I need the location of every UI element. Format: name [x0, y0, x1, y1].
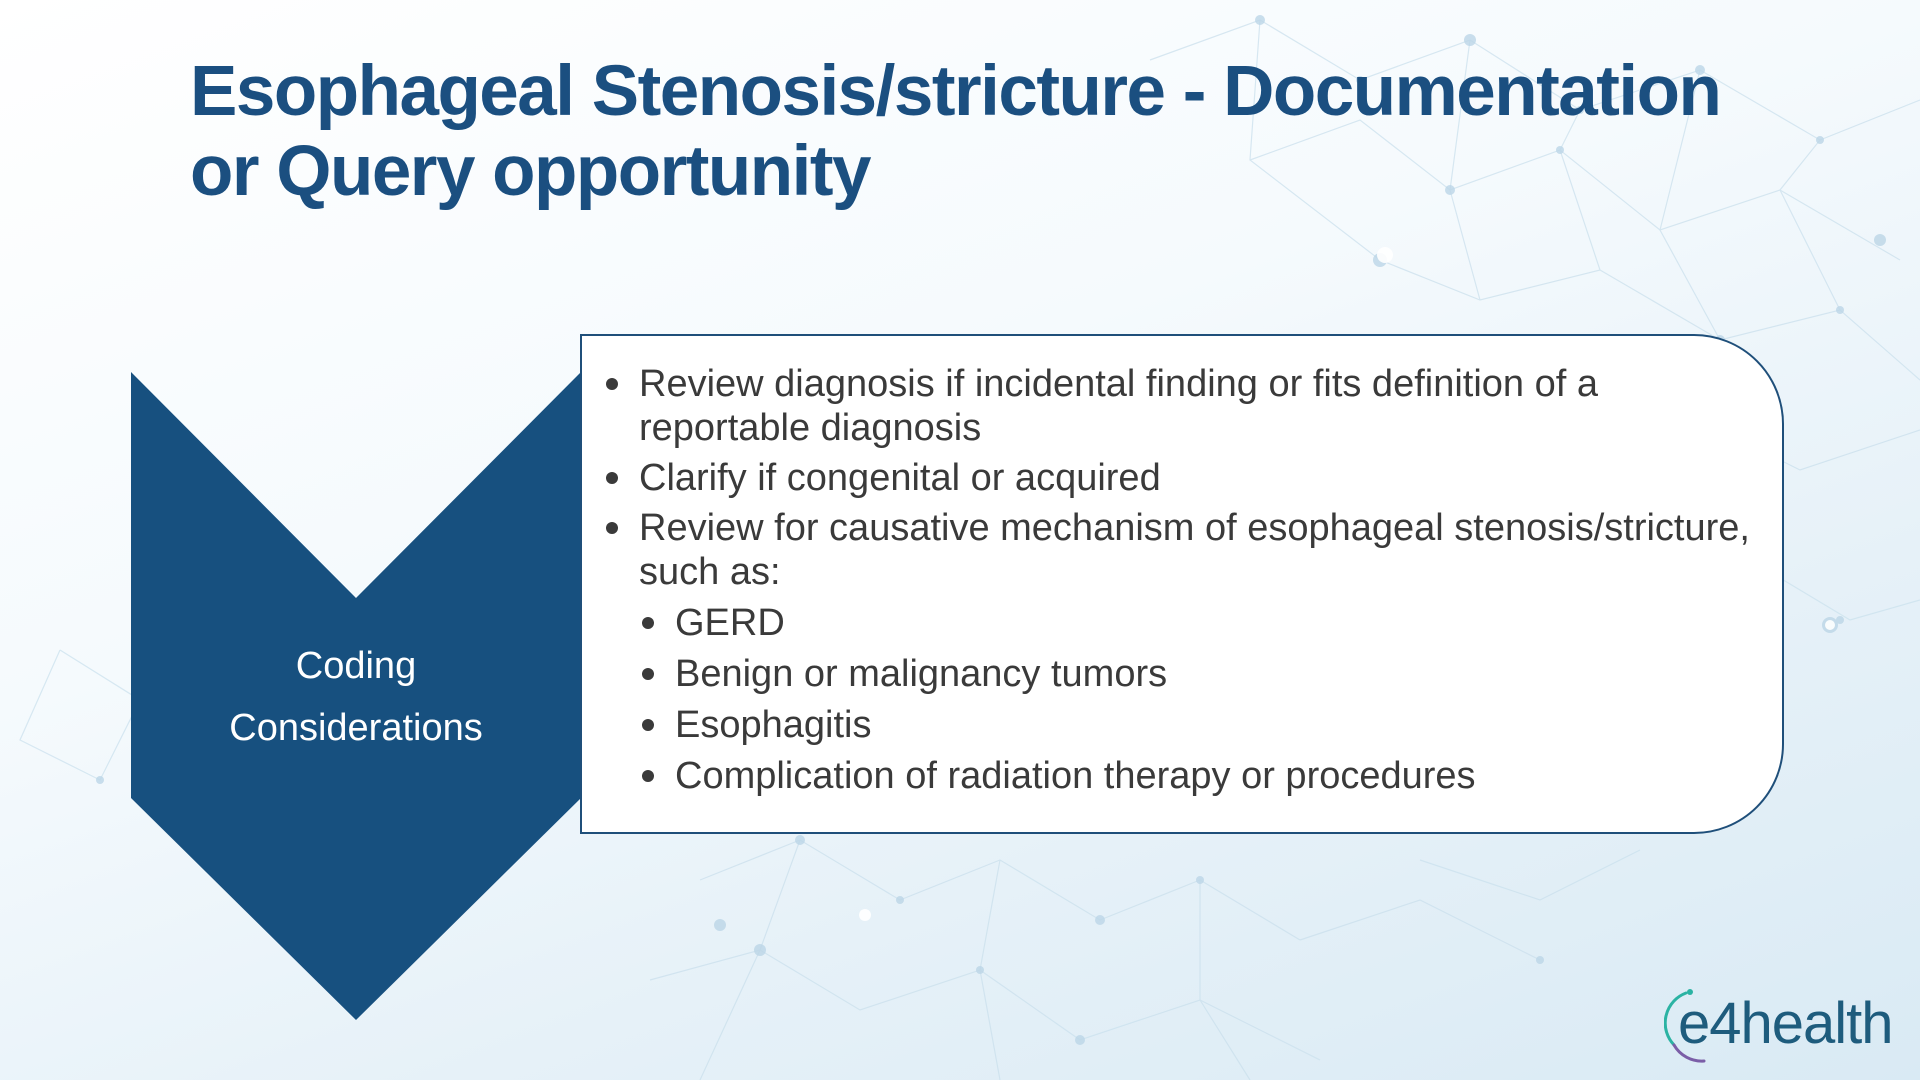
sub-bullet-item: Esophagitis [640, 703, 1754, 747]
slide-title: Esophageal Stenosis/stricture - Documentation or Query opportunity [190, 52, 1721, 211]
bullet-item: Review diagnosis if incidental finding or fits definition of a reportable diagnosis [604, 362, 1754, 450]
chevron-label-line1: Coding [295, 645, 417, 687]
chevron-label-line2: Considerations [229, 707, 483, 749]
sub-bullet-item: Benign or malignancy tumors [640, 652, 1754, 696]
chevron-label [131, 635, 581, 759]
bullet-list [604, 362, 1754, 805]
sub-bullet-item: GERD [640, 601, 1754, 645]
bullet-item: Review for causative mechanism of esophageal stenosis/stricture, such as: [604, 506, 1754, 594]
bullet-item: Clarify if congenital or acquired [604, 456, 1754, 500]
e4health-logo-text: e4health [1678, 991, 1893, 1056]
sub-bullet-item: Complication of radiation therapy or procedures [640, 754, 1754, 798]
